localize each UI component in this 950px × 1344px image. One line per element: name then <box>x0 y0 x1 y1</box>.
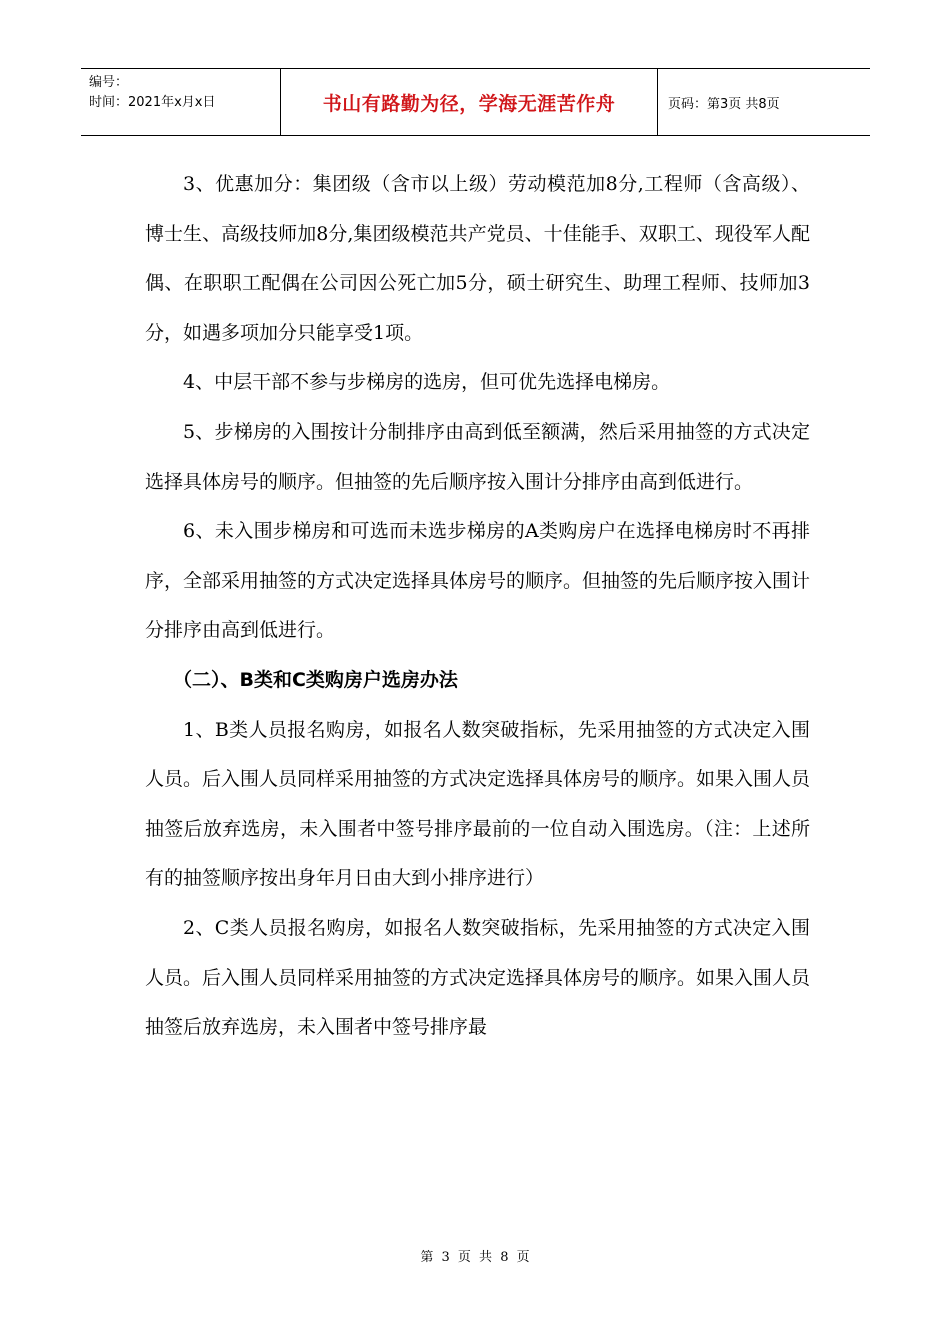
page-header <box>81 68 870 136</box>
paragraph-item-3-bonus: 3、优惠加分：集团级（含市以上级）劳动模范加8分,工程师（含高级）、博士生、高级技师加8分,集团级模范共产党员、十佳能手、双职工、现役军人配偶、在职职工配偶在公司因公死亡加5分，硕士研究生、助理工程师、技师加3分，如遇多项加分只能享受1项。 <box>145 173 810 344</box>
header-meta <box>81 69 281 135</box>
section-heading-b-c: （二）、B类和C类购房户选房办法 <box>173 668 458 691</box>
document-body <box>145 160 810 1053</box>
serial-number-label: 编号： <box>89 75 129 90</box>
header-motto: 书山有路勤为径，学海无涯苦作舟 <box>281 69 658 135</box>
paragraph-c-class: 2、C类人员报名购房，如报名人数突破指标，先采用抽签的方式决定入围人员。后入围人员同样采用抽签的方式决定选择具体房号的顺序。如果入围人员抽签后放弃选房，未入围者中签号排序最 <box>145 916 811 1039</box>
paragraph-item-6-elevator-housing: 6、未入围步梯房和可选而未选步梯房的A类购房户在选择电梯房时不再排序，全部采用抽签的方式决定选择具体房号的顺序。但抽签的先后顺序按入围计分排序由高到低进行。 <box>145 520 811 642</box>
date-label: 时间：2021年x月x日 <box>89 95 216 110</box>
paragraph-b-class: 1、B类人员报名购房，如报名人数突破指标，先采用抽签的方式决定入围人员。后入围人员同样采用抽签的方式决定选择具体房号的顺序。如果入围人员抽签后放弃选房，未入围者中签号排序最前的一位自动入围选房。（注：上述所有的抽签顺序按出身年月日由大到小排序进行） <box>145 718 811 890</box>
paragraph-item-5-stair-housing: 5、步梯房的入围按计分制排序由高到低至额满，然后采用抽签的方式决定选择具体房号的顺序。但抽签的先后顺序按入围计分排序由高到低进行。 <box>145 420 810 493</box>
page-footer: 第 3 页 共 8 页 <box>420 1250 530 1265</box>
paragraph-item-4-cadres: 4、中层干部不参与步梯房的选房，但可优先选择电梯房。 <box>183 371 671 394</box>
header-page-info: 页码：第3页 共8页 <box>668 96 780 112</box>
